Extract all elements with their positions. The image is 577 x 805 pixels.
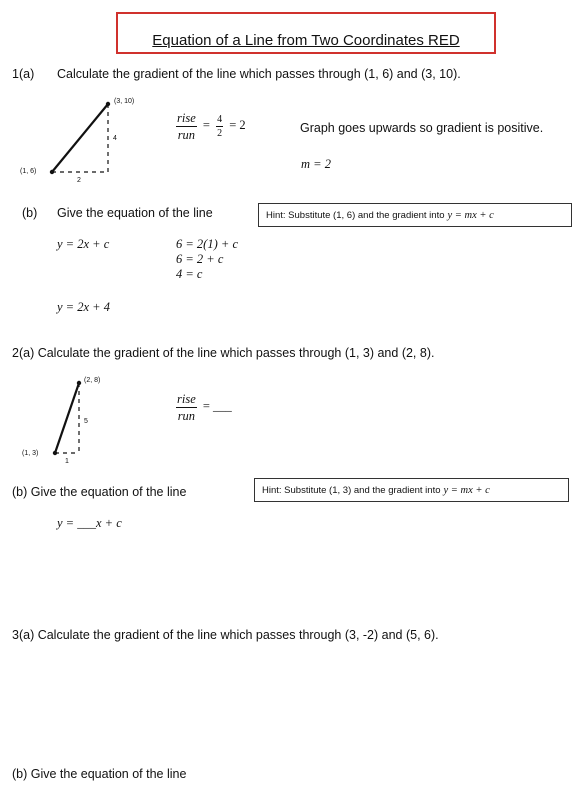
q1-hint-box: Hint: Substitute (1, 6) and the gradient into y = mx + c bbox=[258, 203, 572, 227]
q1-point-bottom-label: (1, 6) bbox=[20, 168, 37, 175]
q2-rise-label: 5 bbox=[84, 418, 88, 425]
q1-m-value: m = 2 bbox=[301, 157, 331, 171]
q1a-label: 1(a) bbox=[12, 67, 35, 81]
q2-equation-template: y = ___x + c bbox=[57, 516, 122, 530]
q1-rise-label: 4 bbox=[113, 135, 117, 142]
q2-rise-over-run: $\frac{\text{rise}}{\text{run}}$ bbox=[177, 392, 196, 423]
q1-working-line-3: 4 = c bbox=[176, 267, 203, 281]
q1-point-top-label: (3, 10) bbox=[114, 98, 135, 105]
q1-working-line-1: 6 = 2(1) + c bbox=[176, 237, 238, 251]
q2-line-segment bbox=[55, 383, 79, 453]
q1b-label: (b) bbox=[22, 206, 38, 220]
q3b-question: (b) Give the equation of the line bbox=[12, 767, 187, 781]
q1-final-answer: y = 2x + 4 bbox=[57, 300, 110, 314]
q2-gradient-working bbox=[176, 393, 232, 422]
q1-run-label: 2 bbox=[77, 177, 81, 184]
q2a-question: 2(a) Calculate the gradient of the line which passes through (1, 3) and (2, 8). bbox=[12, 346, 435, 360]
q1-working-line-2: 6 = 2 + c bbox=[176, 252, 224, 266]
q2-run-label: 1 bbox=[65, 458, 69, 465]
q2-point-top-label: (2, 8) bbox=[84, 377, 101, 384]
q1-positive-note: Graph goes upwards so gradient is positive. bbox=[300, 121, 544, 135]
q2-point-bottom-label: (1, 3) bbox=[22, 450, 39, 457]
q1-equation-start: y = 2x + c bbox=[57, 237, 110, 251]
q1b-question: Give the equation of the line bbox=[57, 206, 213, 220]
q2-gradient-blank: = ___ bbox=[202, 399, 232, 414]
page-title: Equation of a Line from Two Coordinates RED bbox=[152, 31, 460, 49]
q1-gradient-working: $\frac{\text{rise}}{\text{run}}$ = $\frac{4}{2}$ = 2 bbox=[177, 111, 246, 142]
q1-number-fraction: $\frac{4}{2}$ bbox=[217, 113, 223, 139]
q2b-question: (b) Give the equation of the line bbox=[12, 485, 187, 499]
q1a-question: Calculate the gradient of the line which passes through (1, 6) and (3, 10). bbox=[57, 67, 461, 81]
q3a-question: 3(a) Calculate the gradient of the line which passes through (3, -2) and (5, 6). bbox=[12, 628, 439, 642]
q2-hint-box: Hint: Substitute (1, 3) and the gradient into y = mx + c bbox=[254, 478, 569, 502]
q1-rise-over-run: $\frac{\text{rise}}{\text{run}}$ bbox=[177, 111, 196, 142]
